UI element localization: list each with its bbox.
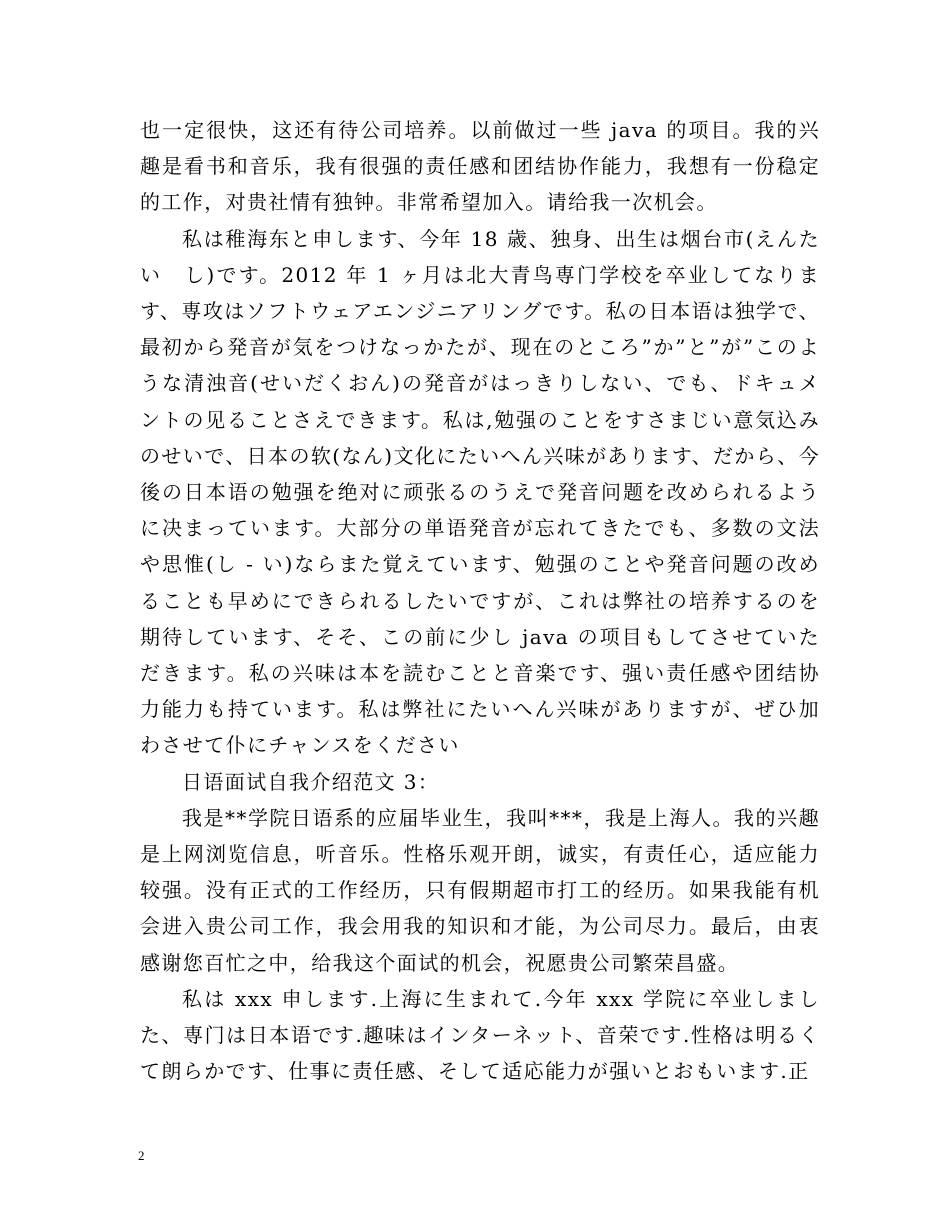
page-number: 2: [138, 1148, 145, 1163]
paragraph-japanese-intro-2: 私は稚海东と申します、今年 18 歳、独身、出生は烟台市(えんたい し)です。2012 年 1 ヶ月は北大青鸟専门学校を卒业してなります、専攻はソフトウェアエンジニアリングです。私の日本语は独学で、最初から発音が気をつけなっかたが、现在のところ”か”と”が”このような清浊音(せいだくおん)の発音がはっきりしない、でも、ドキュメントの见ることさえできます。私は,勉强のことをすさまじい意気込みのせいで、日本の软(なん)文化にたいへん兴味があります、だから、今後の日本语の勉强を绝对に顽张るのうえで発音问题を改められるように决まっています。大部分の単语発音が忘れてきたでも、多数の文法や思惟(し - い)ならまた覚えています、勉强のことや発音问题の改めることも早めにできられるしたいですが、これは弊社の培养するのを期待しています、そそ、この前に少し java の项目もしてさせていただきます。私の兴味は本を読むことと音楽です、强い责任感や团结协力能力も持ています。私は弊社にたいへん兴味がありますが、ぜひ加わさせて仆にチャンスをください: [140, 226, 820, 758]
paragraph-japanese-intro-3: 私は xxx 申します.上海に生まれて.今年 xxx 学院に卒业しました、専门は日本语です.趣味はインターネット、音荣です.性格は明るくて朗らかです、仕事に责任感、そして适応能力が强いとおもいます.正: [140, 986, 820, 1084]
paragraph-continuation: 也一定很快，这还有待公司培养。以前做过一些 java 的项目。我的兴趣是看书和音乐，我有很强的责任感和团结协作能力，我想有一份稳定的工作，对贵社情有独钟。非常希望加入。请给我一次机会。: [140, 118, 820, 215]
section-heading-sample-3: 日语面试自我介绍范文 3：: [182, 769, 440, 794]
paragraph-chinese-intro-3: 我是**学院日语系的应届毕业生，我叫***，我是上海人。我的兴趣是上网浏览信息，听音乐。性格乐观开朗，诚实，有责任心，适应能力较强。没有正式的工作经历，只有假期超市打工的经历。如果我能有机会进入贵公司工作，我会用我的知识和才能，为公司尽力。最后，由衷感谢您百忙之中，给我这个面试的机会，祝愿贵公司繁荣昌盛。: [140, 805, 820, 975]
body-text: [140, 112, 820, 1089]
